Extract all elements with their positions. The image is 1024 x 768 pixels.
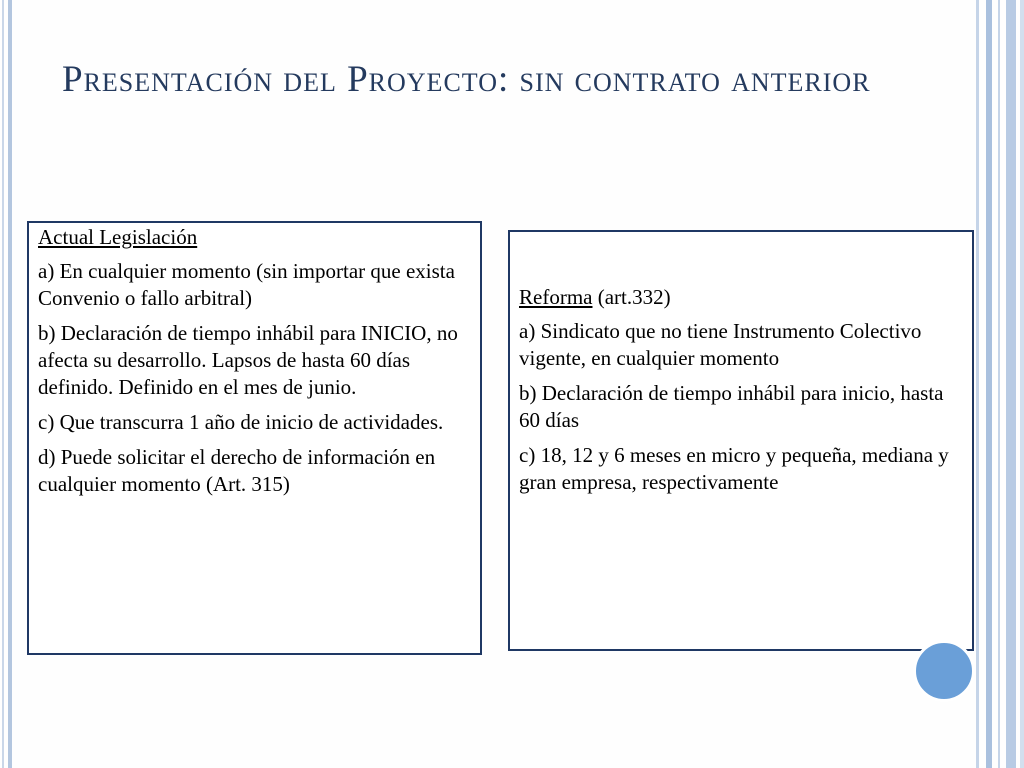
reform-heading-underlined: Reforma [519, 285, 593, 309]
reform-heading-article: (art.332) [592, 285, 671, 309]
current-legislation-item-c: c) Que transcurra 1 año de inicio de actividades. [38, 410, 444, 434]
current-legislation-box [27, 221, 482, 655]
left-line-thin [2, 0, 4, 768]
current-legislation-item-b: b) Declaración de tiempo inhábil para INICIO, no afecta su desarrollo. Lapsos de hasta 60 días definido. Definido en el mes de junio. [38, 321, 458, 399]
reform-heading [519, 284, 964, 311]
current-legislation-heading [38, 224, 472, 251]
right-decorative-stripes [976, 0, 1024, 768]
right-stripe [998, 0, 1000, 768]
reform-box [508, 230, 974, 651]
right-stripe [986, 0, 992, 768]
left-line-thick [8, 0, 12, 768]
reform-item-a: a) Sindicato que no tiene Instrumento Colectivo vigente, en cualquier momento [519, 319, 922, 370]
current-legislation-heading-text: Actual Legislación [38, 225, 198, 249]
current-legislation-item-d: d) Puede solicitar el derecho de información en cualquier momento (Art. 315) [38, 445, 436, 496]
right-stripe [1006, 0, 1016, 768]
left-decorative-lines [0, 0, 14, 768]
reform-item-c: c) 18, 12 y 6 meses en micro y pequeña, mediana y gran empresa, respectivamente [519, 443, 949, 494]
reform-item-b: b) Declaración de tiempo inhábil para inicio, hasta 60 días [519, 381, 944, 432]
right-stripe [976, 0, 979, 768]
right-stripe [1020, 0, 1024, 768]
slide-title: Presentación del Proyecto: sin contrato anterior [62, 59, 871, 100]
current-legislation-item-a: a) En cualquier momento (sin importar que exista Convenio o fallo arbitral) [38, 259, 455, 310]
decorative-circle [913, 640, 975, 702]
